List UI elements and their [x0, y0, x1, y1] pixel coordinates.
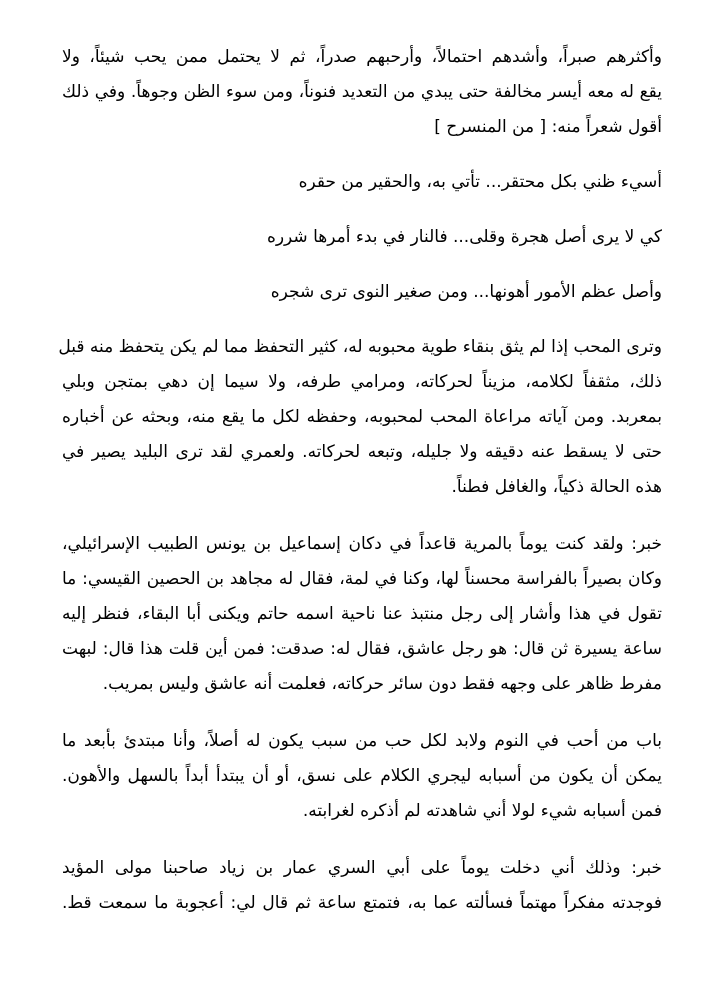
text-line: يقع له معه أيسر مخالفة حتى يبدي من التعديد فنوناً، ومن سوء الظن وجوهاً. وفي ذلك — [62, 82, 662, 102]
text-line: وكان بصيراً بالفراسة محسناً لها، وكنا في لمة، فقال له مجاهد بن الحصين القيسي: ما — [62, 569, 662, 589]
text-line: مفرط ظاهر على وجهه فقط دون سائر حركاته، فعلمت أنه عاشق وليس بمريب. — [102, 674, 662, 694]
text-line: فمن أسبابه شيء لولا أني شاهدته لم أذكره لغرابته. — [302, 801, 662, 821]
text-line: خبر: ولقد كنت يوماً بالمرية قاعداً في دكان إسماعيل بن يونس الطبيب الإسرائيلي، — [62, 534, 662, 554]
text-line: حتى لا يسقط عنه دقيقه ولا جليله، وتبعه لحركاته. ولعمري لقد ترى البليد يصير في — [62, 442, 662, 462]
text-line: أقول شعراً منه: [ من المنسرح ] — [434, 117, 662, 137]
text-line: وأكثرهم صبراً، وأشدهم احتمالاً، وأرحبهم صدراً، ثم لا يحتمل ممن يحب شيئاً، ولا — [62, 47, 662, 67]
text-line: ساعة يسيرة ثن قال: هو رجل عاشق، فقال له: صدقت: فمن أين قلت هذا قال: لبهت — [62, 639, 662, 659]
text-line: فوجدته مفكراً مهتماً فسألته عما به، فتمتع ساعة ثم قال لي: أعجوبة ما سمعت قط. — [62, 893, 662, 913]
paragraph-khabar-ammar — [62, 851, 662, 921]
paragraph-intro — [62, 40, 662, 145]
text-line: بمعربد. ومن آياته مراعاة المحب لمحبوبه، وحفظه لكل ما يقع منه، وبحثه عن أخباره — [62, 407, 662, 427]
text-line: وترى المحب إذا لم يثق بنقاء طوية محبوبه له، كثير التحفظ مما لم يكن يتحفظ منه قبل — [58, 337, 662, 357]
text-line: يمكن أن يكون من أسبابه ليجري الكلام على نسق، أو أن يبتدأ أبداً بالسهل والأهون. — [62, 766, 662, 786]
verse-line: أسيء ظني بكل محتقر... تأتي به، والحقير من حقره — [298, 172, 662, 192]
text-line: هذه الحالة ذكياً، والغافل فطناً. — [451, 477, 662, 497]
paragraph-bab-sleep — [62, 724, 662, 829]
paragraph-lover-caution — [58, 330, 662, 505]
text-line: خبر: وذلك أني دخلت يوماً على أبي السري عمار بن زياد صاحبنا مولى المؤيد — [62, 858, 662, 878]
text-line: ذلك، مثقفاً لكلامه، مزيناً لحركاته، ومرامي طرفه، ولا سيما إن دهي بمتجن وبلي — [62, 372, 662, 392]
text-line: باب من أحب في النوم ولابد لكل حب من سبب يكون له أصلاً، وأنا مبتدئ بأبعد ما — [62, 731, 662, 751]
poem-verse-2 — [62, 220, 662, 255]
verse-line: كي لا يرى أصل هجرة وقلى... فالنار في بدء أمرها شرره — [266, 227, 662, 247]
poem-verse-1 — [62, 165, 662, 200]
text-line: تقول في هذا وأشار إلى رجل منتبذ عنا ناحية اسمه حاتم ويكنى أبا البقاء، فنظر إليه — [62, 604, 662, 624]
document-page — [58, 40, 662, 921]
paragraph-khabar-almeria — [62, 527, 662, 702]
verse-line: وأصل عظم الأمور أهونها... ومن صغير النوى ترى شجره — [270, 282, 662, 302]
poem-verse-3 — [62, 275, 662, 310]
